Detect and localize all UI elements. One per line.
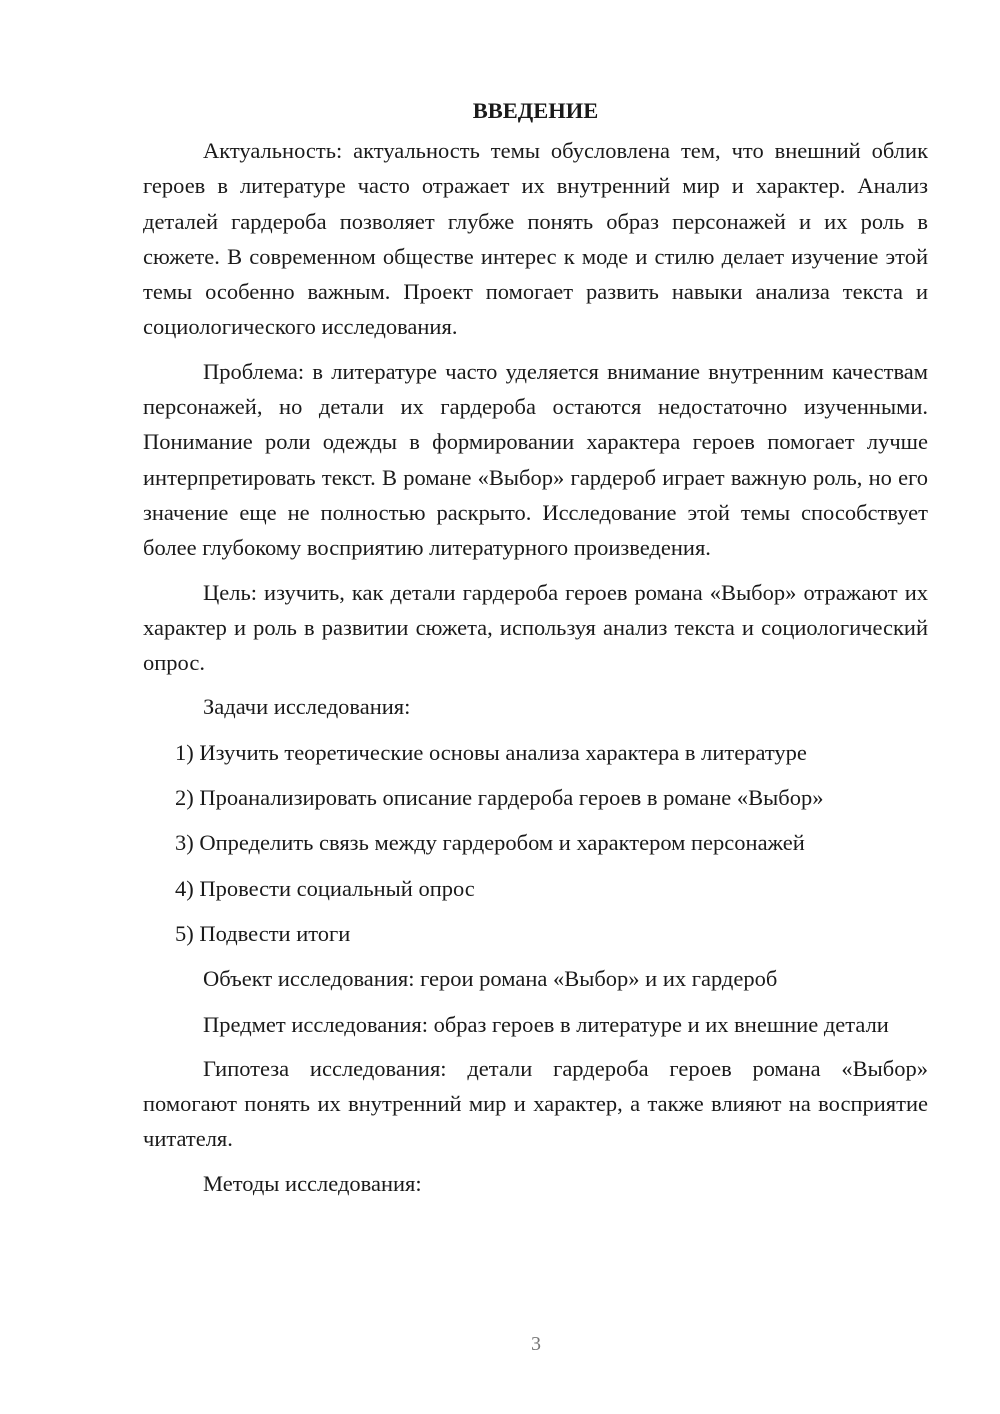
subject-paragraph: Предмет исследования: образ героев в литературе и их внешние детали <box>203 1011 889 1037</box>
hypothesis-paragraph: Гипотеза исследования: детали гардероба героев романа «Выбор» помогают понять их внутренний мир и характер, а также влияют на восприятие читателя. <box>143 1055 928 1152</box>
task-item: 3) Определить связь между гардеробом и характером персонажей <box>175 830 805 856</box>
object-paragraph: Объект исследования: герои романа «Выбор» и их гардероб <box>203 966 778 992</box>
goal-paragraph: Цель: изучить, как детали гардероба героев романа «Выбор» отражают их характер и роль в развитии сюжета, используя анализ текста и социологический опрос. <box>143 579 928 676</box>
relevance-paragraph: Актуальность: актуальность темы обусловлена тем, что внешний облик героев в литературе часто отражает их внутренний мир и характер. Анализ деталей гардероба позволяет глубже понять образ персонажей и их роль в сюжете. В современном обществе интерес к моде и стилю делает изучение этой темы особенно важным. Проект помогает развить навыки анализа текста и социологического исследования. <box>143 138 928 340</box>
task-item: 2) Проанализировать описание гардероба героев в романе «Выбор» <box>175 785 824 811</box>
page-number: 3 <box>531 1333 541 1355</box>
task-item: 5) Подвести итоги <box>175 920 351 946</box>
document-page <box>143 88 928 1211</box>
task-item: 1) Изучить теоретические основы анализа характера в литературе <box>175 739 807 765</box>
tasks-list <box>143 735 928 951</box>
task-item: 4) Провести социальный опрос <box>175 875 475 901</box>
problem-paragraph: Проблема: в литературе часто уделяется внимание внутренним качествам персонажей, но детали их гардероба остаются недостаточно изученными. Понимание роли одежды в формировании характера героев помогает лучше интерпретировать текст. В романе «Выбор» гардероб играет важную роль, но его значение еще не полностью раскрыто. Исследование этой темы способствует более глубокому восприятию литературного произведения. <box>143 358 928 561</box>
tasks-heading: Задачи исследования: <box>203 694 411 720</box>
section-title: ВВЕДЕНИЕ <box>472 98 599 123</box>
methods-heading: Методы исследования: <box>203 1170 422 1196</box>
